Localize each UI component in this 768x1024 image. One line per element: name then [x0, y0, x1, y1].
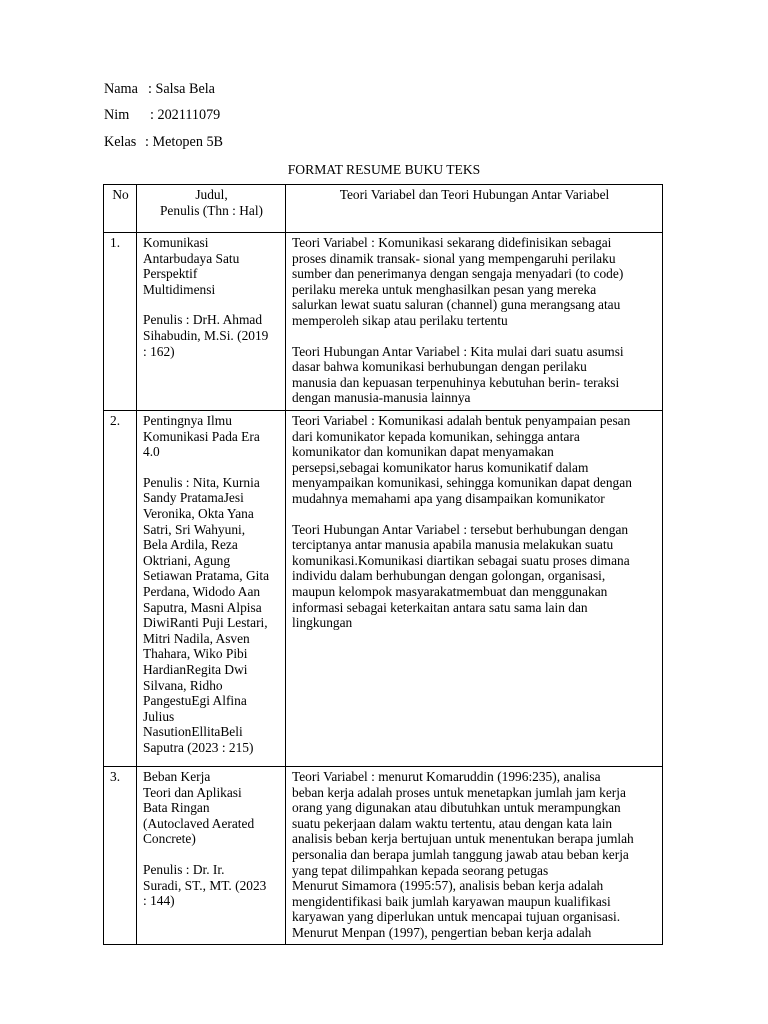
- kelas-label: Kelas: [104, 134, 137, 150]
- nama-line: [104, 82, 215, 98]
- header-no: No: [104, 185, 137, 233]
- header-judul: Judul, Penulis (Thn : Hal): [137, 185, 286, 233]
- table-row: [104, 233, 663, 411]
- row-judul-penulis: [137, 767, 286, 945]
- nama-value: : Salsa Bela: [148, 81, 215, 97]
- row-judul-penulis: [137, 233, 286, 411]
- judul-text: Beban Kerja Teori dan Aplikasi Bata Ringan (Autoclaved Aerated Concrete): [143, 769, 255, 847]
- judul-text: Komunikasi Antarbudaya Satu Perspektif Multidimensi: [143, 235, 240, 297]
- nama-label: Nama: [104, 81, 138, 97]
- nim-line: [104, 108, 220, 124]
- table-row: [104, 411, 663, 767]
- judul-text: Pentingnya Ilmu Komunikasi Pada Era 4.0: [143, 413, 260, 460]
- nim-value: : 202111079: [150, 107, 221, 123]
- table-header-row: [104, 185, 663, 233]
- row-number: 3.: [104, 767, 137, 945]
- teori-hubungan-text: Teori Hubungan Antar Variabel : Kita mulai dari suatu asumsi dasar bahwa komunikasi berhubungan dengan perilaku manusia dan kepuasan terpenuhinya kebutuhan berin- teraksi dengan manusia-manusia lainnya: [292, 343, 624, 406]
- row-teori: [286, 411, 663, 767]
- row-judul-penulis: [137, 411, 286, 767]
- teori-variabel-text: Teori Variabel : Komunikasi adalah bentuk penyampaian pesan dari komunikator kepada komunikan, sehingga antara komunikator dan komunikan dapat menyamakan persepsi,sebagai komunikator harus komunikatif dalam menyampaikan komunikasi, sehingga komunikan dapat dengan mudahnya memahami apa yang disampaikan komunikator: [292, 413, 632, 506]
- penulis-text: Penulis : Nita, Kurnia Sandy PratamaJesi Veronika, Okta Yana Satri, Sri Wahyuni, Bela Ardila, Reza Oktriani, Agung Setiawan Pratama, Gita Perdana, Widodo Aan Saputra, Masni Alpisa DiwiRanti Puji Lestari, Mitri Nadila, Asven Thahara, Wiko Pibi HardianRegita Dwi Silvana, Ridho PangestuEgi Alfina Julius NasutionEllitaBeli Saputra (2023 : 215): [143, 474, 270, 755]
- row-number: 2.: [104, 411, 137, 767]
- teori-variabel-text: Teori Variabel : Komunikasi sekarang didefinisikan sebagai proses dinamik transak- sional yang mempengaruhi perilaku sumber dan penerimanya dengan sengaja menyadari (to code) perilaku mereka untuk menghasilkan pesan yang mereka salurkan lewat suatu saluran (channel) guna merangsang atau memperoleh sikap atau perilaku tertentu: [292, 235, 624, 328]
- penulis-text: Penulis : DrH. Ahmad Sihabudin, M.Si. (2019 : 162): [143, 312, 269, 359]
- row-teori: [286, 233, 663, 411]
- row-teori: [286, 767, 663, 945]
- header-teori: Teori Variabel dan Teori Hubungan Antar Variabel: [286, 185, 663, 233]
- kelas-value: : Metopen 5B: [145, 134, 224, 150]
- penulis-text: Penulis : Dr. Ir. Suradi, ST., MT. (2023 : 144): [143, 861, 267, 909]
- kelas-line: [104, 135, 223, 151]
- document-title: FORMAT RESUME BUKU TEKS: [287, 162, 481, 177]
- row-number: 1.: [104, 233, 137, 411]
- teori-hubungan-text: Teori Hubungan Antar Variabel : tersebut berhubungan dengan terciptanya antar manusia apabila manusia melakukan suatu komunikasi.Komunikasi diartikan sebagai suatu proses dimana individu dalam berhubungan dengan golongan, organisasi, maupun kelompok masyarakatmembuat dan menggunakan informasi sebagai keterkaitan antara satu sama lain dan lingkungan: [292, 521, 630, 631]
- table-row: [104, 767, 663, 945]
- resume-table: [103, 184, 663, 945]
- teori-variabel-text: Teori Variabel : menurut Komaruddin (1996:235), analisa beban kerja adalah proses untuk menetapkan jumlah jam kerja orang yang digunakan atau dibutuhkan untuk merampungkan suatu pekerjaan dalam waktu tertentu, atau dengan kata lain analisis beban kerja bertujuan untuk menentukan berapa jumlah personalia dan berapa jumlah tanggung jawab atau beban kerja yang tepat dilimpahkan kepada seorang petugas Menurut Simamora (1995:57), analisis beban kerja adalah mengidentifikasi baik jumlah karyawan maupun kualifikasi karyawan yang diperlukan untuk mencapai tujuan organisasi. Menurut Menpan (1997), pengertian beban kerja adalah: [292, 769, 634, 940]
- nim-label: Nim: [104, 107, 130, 123]
